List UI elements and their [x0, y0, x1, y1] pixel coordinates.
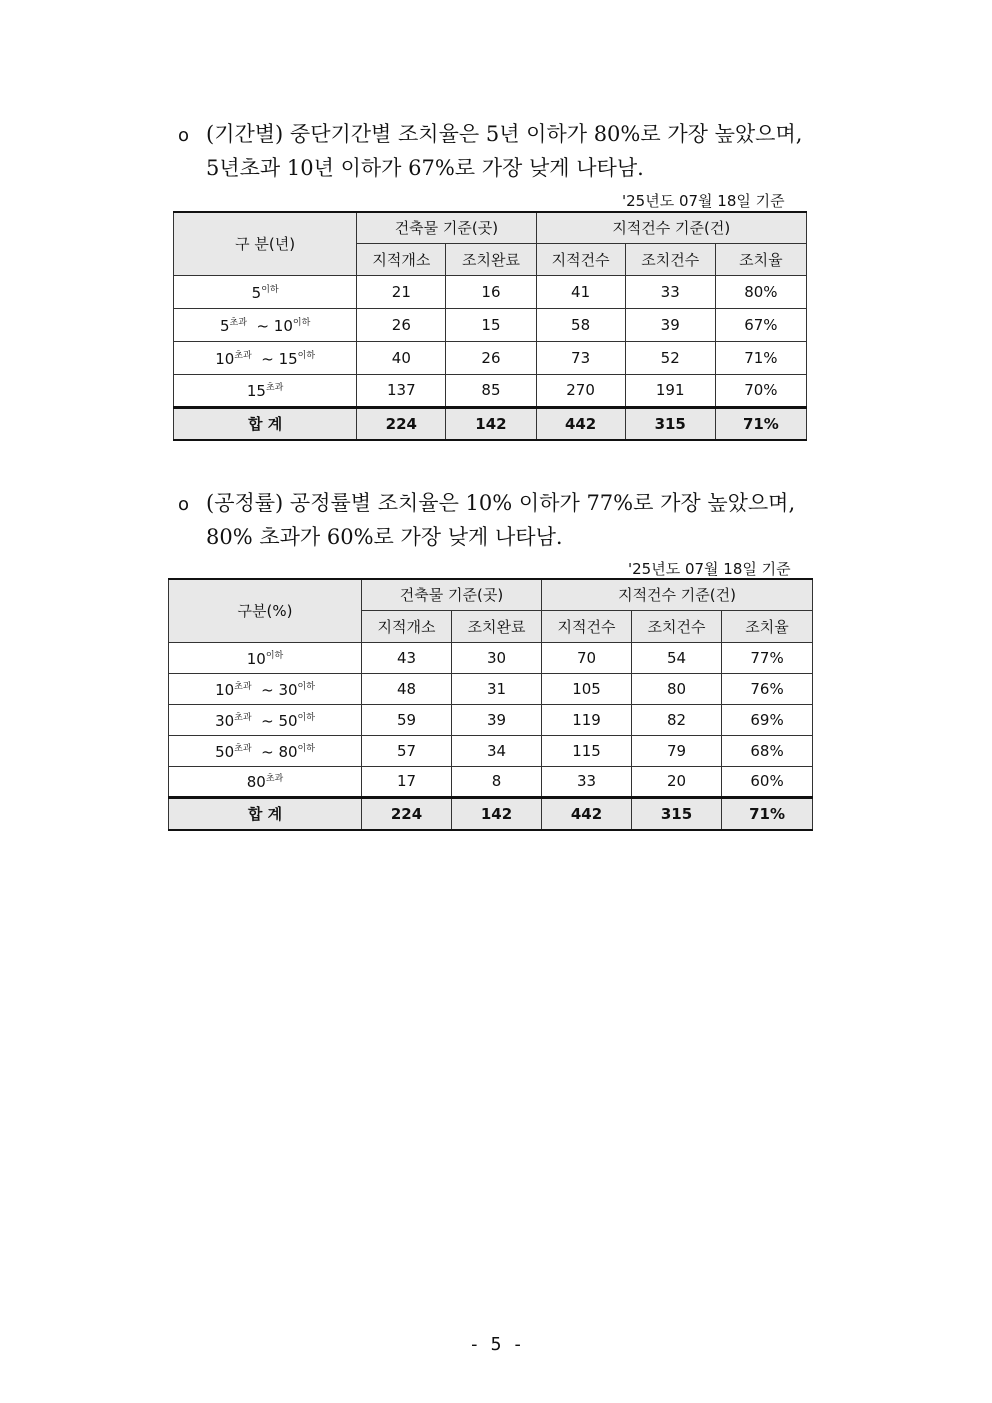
- row-label: $10^{이하}$: [169, 642, 362, 673]
- table-row: [174, 308, 807, 341]
- cell: 26: [446, 341, 536, 374]
- header-group-building: 건축물 기준(곳): [357, 212, 536, 243]
- header-category: 구분(%): [169, 579, 362, 642]
- row-label: $5^{초과}$ ~ $10^{이하}$: [174, 308, 357, 341]
- total-cell: 224: [362, 797, 452, 830]
- cell: 21: [357, 275, 446, 308]
- cell: 137: [357, 374, 446, 407]
- col-header: 조치건수: [632, 610, 722, 642]
- cell: 41: [536, 275, 625, 308]
- section-1-paragraph: [178, 118, 802, 184]
- header-group-count: 지적건수 기준(건): [536, 212, 806, 243]
- cell: 73: [536, 341, 625, 374]
- total-cell: 442: [542, 797, 632, 830]
- total-label: 합 계: [169, 797, 362, 830]
- row-label: $10^{초과}$ ~ $30^{이하}$: [169, 673, 362, 704]
- cell: 270: [536, 374, 625, 407]
- cell: 77%: [722, 642, 813, 673]
- cell: 71%: [715, 341, 806, 374]
- col-header: 조치완료: [446, 243, 536, 275]
- col-header: 지적건수: [536, 243, 625, 275]
- cell: 59: [362, 704, 452, 735]
- row-label: $30^{초과}$ ~ $50^{이하}$: [169, 704, 362, 735]
- cell: 54: [632, 642, 722, 673]
- col-header: 지적개소: [362, 610, 452, 642]
- section-2-line-1: (공정률) 공정률별 조치율은 10% 이하가 77%로 가장 높았으며,: [206, 491, 796, 515]
- cell: 16: [446, 275, 536, 308]
- header-group-building: 건축물 기준(곳): [362, 579, 542, 610]
- cell: 57: [362, 735, 452, 766]
- cell: 191: [625, 374, 715, 407]
- section-1-basis-date: '25년도 07월 18일 기준: [622, 192, 785, 210]
- cell: 39: [625, 308, 715, 341]
- cell: 60%: [722, 766, 813, 797]
- total-label: 합 계: [174, 407, 357, 440]
- row-label: $10^{초과}$ ~ $15^{이하}$: [174, 341, 357, 374]
- table-row: [169, 642, 813, 673]
- cell: 80: [632, 673, 722, 704]
- cell: 15: [446, 308, 536, 341]
- col-header: 조치건수: [625, 243, 715, 275]
- cell: 30: [452, 642, 542, 673]
- cell: 33: [625, 275, 715, 308]
- row-label: $80^{초과}$: [169, 766, 362, 797]
- cell: 119: [542, 704, 632, 735]
- col-header: 조치율: [715, 243, 806, 275]
- col-header: 조치율: [722, 610, 813, 642]
- col-header: 지적건수: [542, 610, 632, 642]
- total-row: [174, 407, 807, 440]
- total-row: [169, 797, 813, 830]
- cell: 70%: [715, 374, 806, 407]
- table-row: [174, 275, 807, 308]
- cell: 105: [542, 673, 632, 704]
- cell: 82: [632, 704, 722, 735]
- table-by-progress: [168, 578, 813, 831]
- cell: 58: [536, 308, 625, 341]
- cell: 115: [542, 735, 632, 766]
- cell: 31: [452, 673, 542, 704]
- row-label: $50^{초과}$ ~ $80^{이하}$: [169, 735, 362, 766]
- header-group-count: 지적건수 기준(건): [542, 579, 813, 610]
- cell: 26: [357, 308, 446, 341]
- table-row: [169, 673, 813, 704]
- total-cell: 71%: [722, 797, 813, 830]
- row-label: $5^{이하}$: [174, 275, 357, 308]
- total-cell: 442: [536, 407, 625, 440]
- total-cell: 142: [452, 797, 542, 830]
- table-row: [174, 374, 807, 407]
- col-header: 지적개소: [357, 243, 446, 275]
- cell: 39: [452, 704, 542, 735]
- cell: 40: [357, 341, 446, 374]
- cell: 79: [632, 735, 722, 766]
- bullet-icon: o: [178, 125, 190, 146]
- cell: 80%: [715, 275, 806, 308]
- cell: 69%: [722, 704, 813, 735]
- cell: 33: [542, 766, 632, 797]
- row-label: $15^{초과}$: [174, 374, 357, 407]
- header-category: 구 분(년): [174, 212, 357, 275]
- total-cell: 71%: [715, 407, 806, 440]
- total-cell: 224: [357, 407, 446, 440]
- cell: 34: [452, 735, 542, 766]
- cell: 17: [362, 766, 452, 797]
- page-number: - 5 -: [468, 1334, 524, 1355]
- cell: 8: [452, 766, 542, 797]
- table-row: [169, 704, 813, 735]
- total-cell: 315: [632, 797, 722, 830]
- total-cell: 142: [446, 407, 536, 440]
- cell: 43: [362, 642, 452, 673]
- cell: 85: [446, 374, 536, 407]
- bullet-icon: o: [178, 494, 190, 515]
- section-2-line-2: 80% 초과가 60%로 가장 낮게 나타남.: [206, 525, 563, 549]
- total-cell: 315: [625, 407, 715, 440]
- section-2-paragraph: [178, 487, 795, 553]
- cell: 76%: [722, 673, 813, 704]
- section-1-line-1: (기간별) 중단기간별 조치율은 5년 이하가 80%로 가장 높았으며,: [206, 122, 803, 146]
- cell: 20: [632, 766, 722, 797]
- col-header: 조치완료: [452, 610, 542, 642]
- section-2-basis-date: '25년도 07월 18일 기준: [628, 560, 791, 578]
- table-row: [169, 766, 813, 797]
- cell: 67%: [715, 308, 806, 341]
- table-row: [174, 341, 807, 374]
- table-row: [169, 735, 813, 766]
- cell: 70: [542, 642, 632, 673]
- table-by-period: [173, 211, 807, 441]
- cell: 68%: [722, 735, 813, 766]
- cell: 48: [362, 673, 452, 704]
- cell: 52: [625, 341, 715, 374]
- section-1-line-2: 5년초과 10년 이하가 67%로 가장 낮게 나타남.: [206, 156, 644, 180]
